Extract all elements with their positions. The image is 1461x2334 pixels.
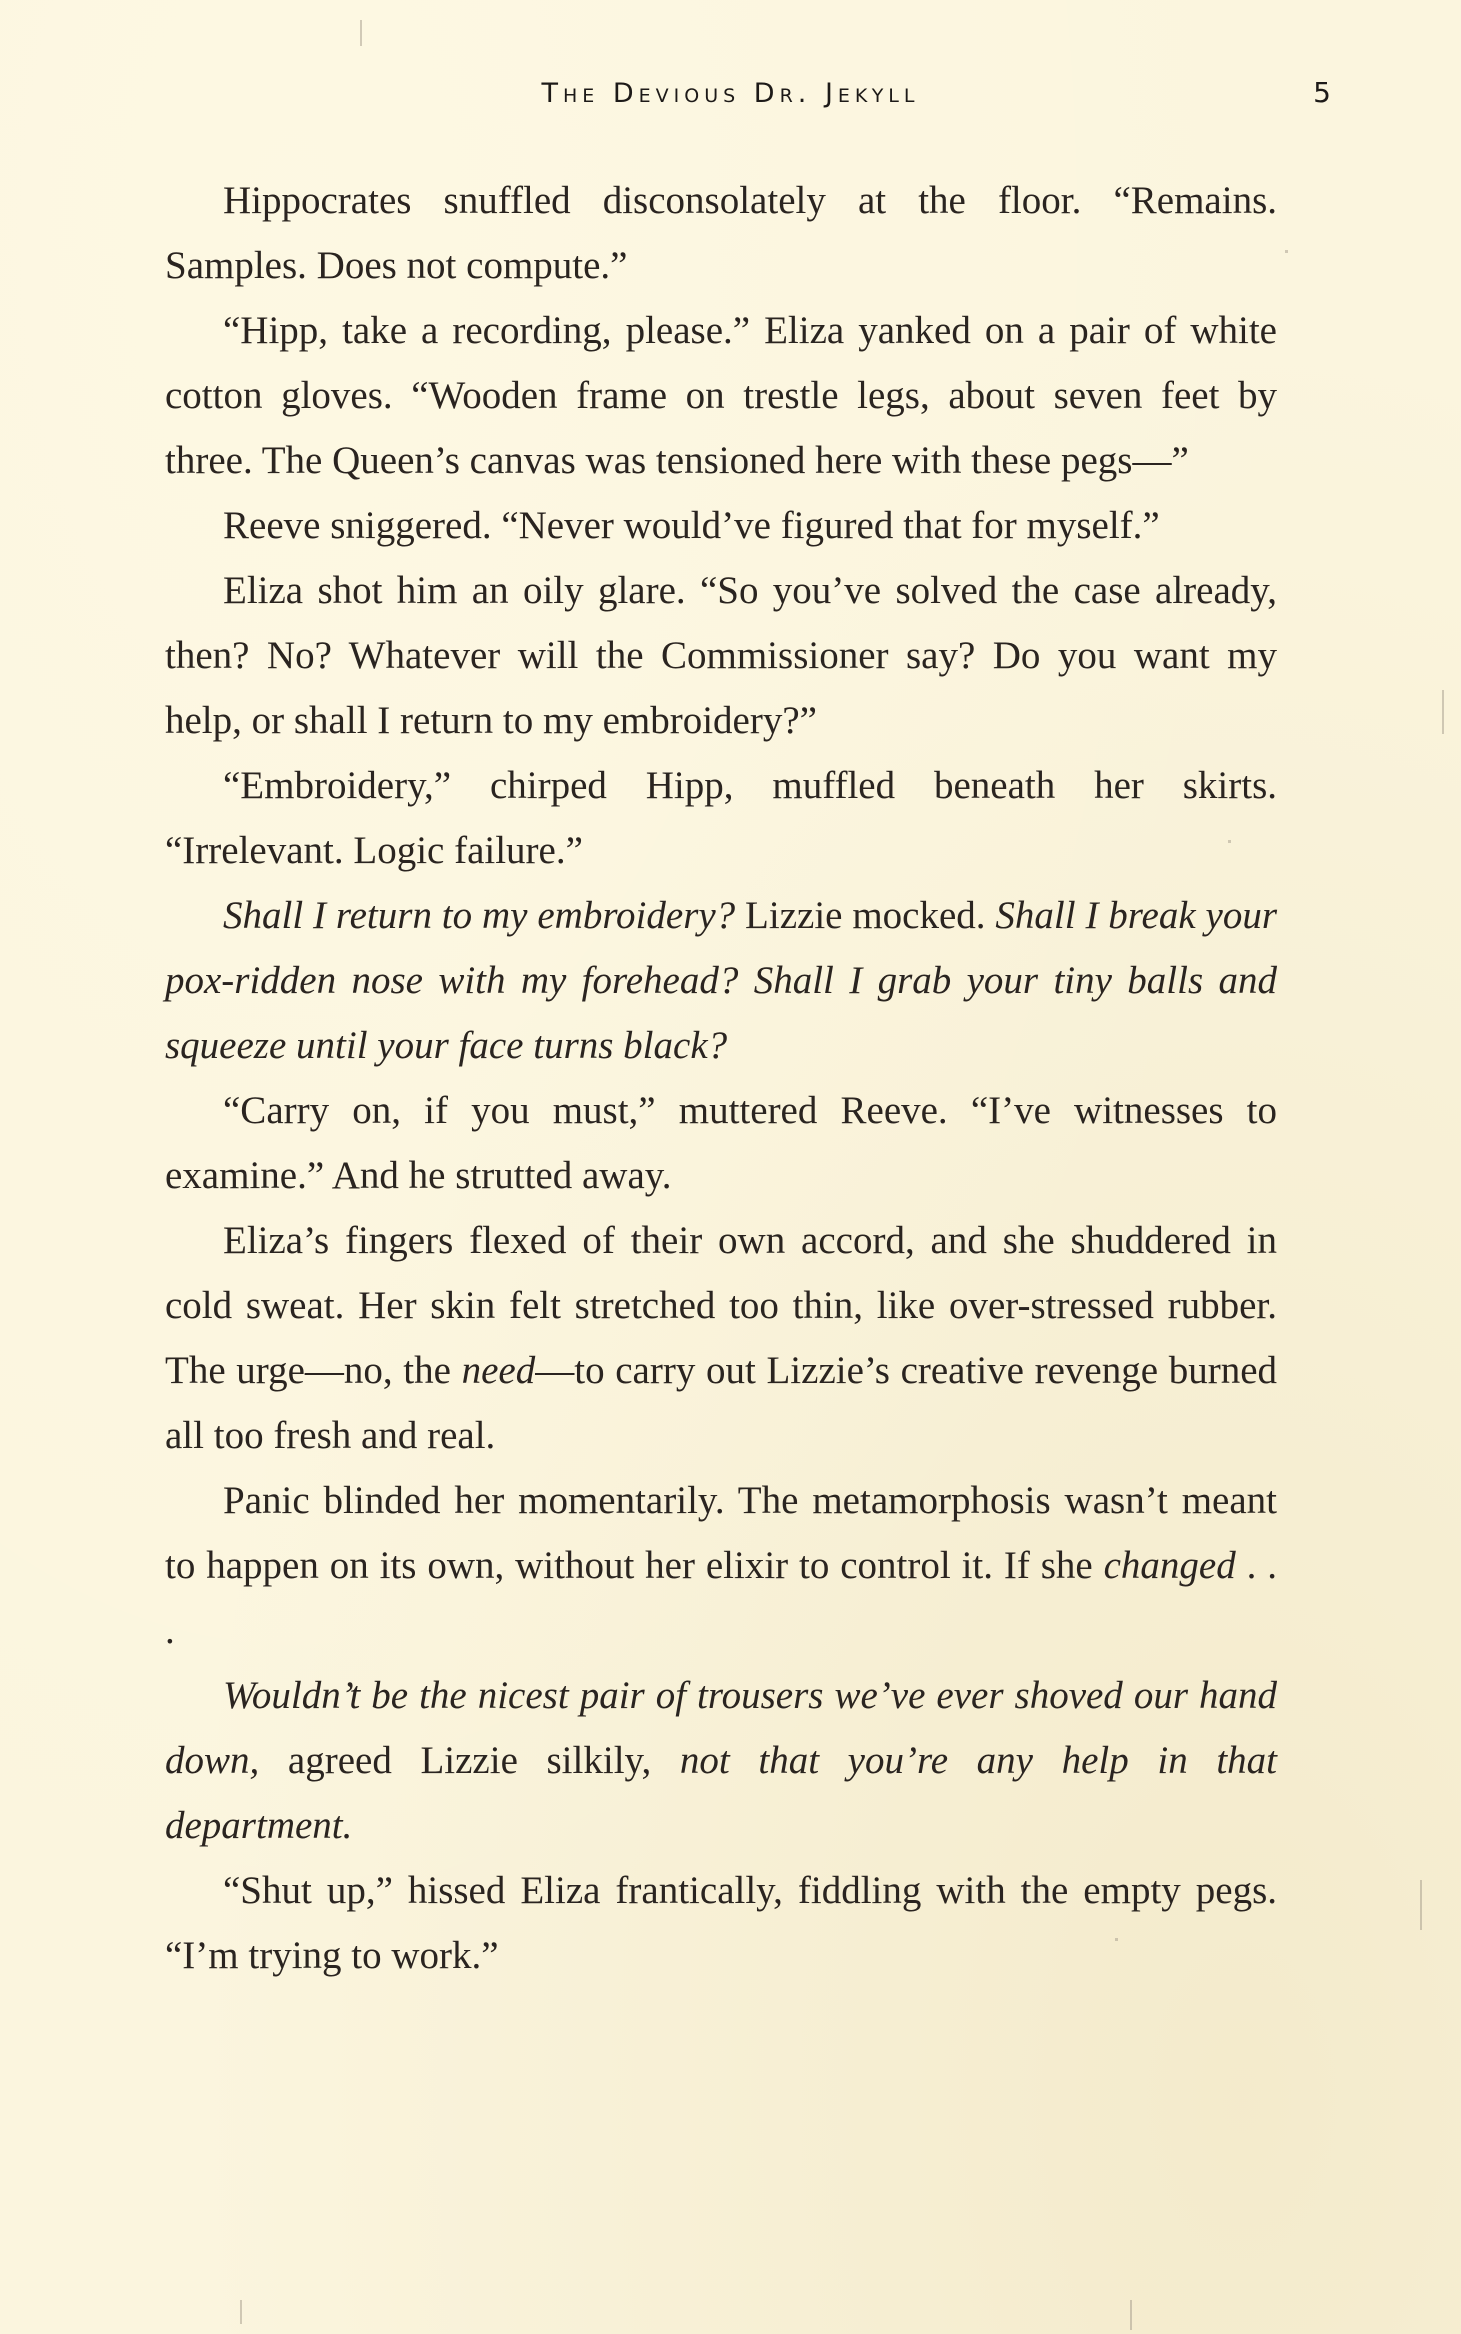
paragraph bbox=[165, 298, 1277, 493]
paragraph bbox=[165, 1663, 1277, 1858]
text-run: Panic blinded her momentarily. The metamorphosis wasn’t meant to happen on its own, without her elixir to control it. If she bbox=[165, 1479, 1277, 1587]
paragraph bbox=[165, 1208, 1277, 1468]
italic-text-run: Wouldn’t be the nicest pair of trousers we’ve ever shoved our hand down, bbox=[165, 1674, 1277, 1782]
paper-fleck bbox=[1130, 2300, 1132, 2330]
text-run: . . . bbox=[165, 1544, 1277, 1652]
italic-text-run: changed bbox=[1103, 1544, 1236, 1587]
paragraph bbox=[165, 1858, 1277, 1988]
paper-fleck bbox=[1285, 250, 1288, 253]
paper-fleck bbox=[1228, 840, 1231, 843]
text-run: “Embroidery,” chirped Hipp, muffled beneath her skirts. “Irrelevant. Logic failure.” bbox=[165, 764, 1277, 872]
paper-fleck bbox=[1442, 690, 1444, 734]
running-head: The Devious Dr. Jekyll bbox=[541, 78, 920, 109]
paper-fleck bbox=[360, 20, 362, 46]
paragraph bbox=[165, 493, 1277, 558]
italic-text-run: Shall I return to my embroidery? bbox=[223, 894, 736, 937]
paper-fleck bbox=[1115, 1938, 1118, 1941]
text-run: Eliza’s fingers flexed of their own accord, and she shuddered in cold sweat. Her skin felt stretched too thin, like over-stressed rubber. The urge—no, the bbox=[165, 1219, 1277, 1392]
text-run: Lizzie mocked. bbox=[735, 894, 996, 937]
page-number: 5 bbox=[1313, 76, 1331, 109]
paragraph bbox=[165, 883, 1277, 1078]
text-run: Hippocrates snuffled disconsolately at the floor. “Remains. Samples. Does not compute.” bbox=[165, 179, 1277, 287]
text-run: agreed Lizzie silkily, bbox=[259, 1739, 680, 1782]
paragraph bbox=[165, 1468, 1277, 1663]
text-run: Eliza shot him an oily glare. “So you’ve solved the case already, then? No? Whatever will the Commissioner say? Do you want my help, or shall I return to my embroidery?” bbox=[165, 569, 1277, 742]
text-run: —to carry out Lizzie’s creative revenge burned all too fresh and real. bbox=[165, 1349, 1277, 1457]
italic-text-run: need bbox=[461, 1349, 536, 1392]
paragraph bbox=[165, 753, 1277, 883]
text-run: Reeve sniggered. “Never would’ve figured that for myself.” bbox=[223, 504, 1160, 547]
text-run: “Shut up,” hissed Eliza frantically, fiddling with the empty pegs. “I’m trying to work.” bbox=[165, 1869, 1277, 1977]
paper-fleck bbox=[1420, 1880, 1422, 1930]
paper-fleck bbox=[240, 2300, 242, 2324]
body-text bbox=[165, 168, 1277, 1988]
paragraph bbox=[165, 1078, 1277, 1208]
italic-text-run: not that you’re any help in that department. bbox=[165, 1739, 1278, 1847]
text-run: “Carry on, if you must,” muttered Reeve. “I’ve witnesses to examine.” And he strutted away. bbox=[165, 1089, 1277, 1197]
paragraph bbox=[165, 168, 1277, 298]
text-run: “Hipp, take a recording, please.” Eliza yanked on a pair of white cotton gloves. “Wooden frame on trestle legs, about seven feet by three. The Queen’s canvas was tensioned here with these pegs—” bbox=[165, 309, 1277, 482]
paragraph bbox=[165, 558, 1277, 753]
italic-text-run: Shall I break your pox-ridden nose with my forehead? Shall I grab your tiny balls and squeeze until your face turns black? bbox=[165, 894, 1278, 1067]
